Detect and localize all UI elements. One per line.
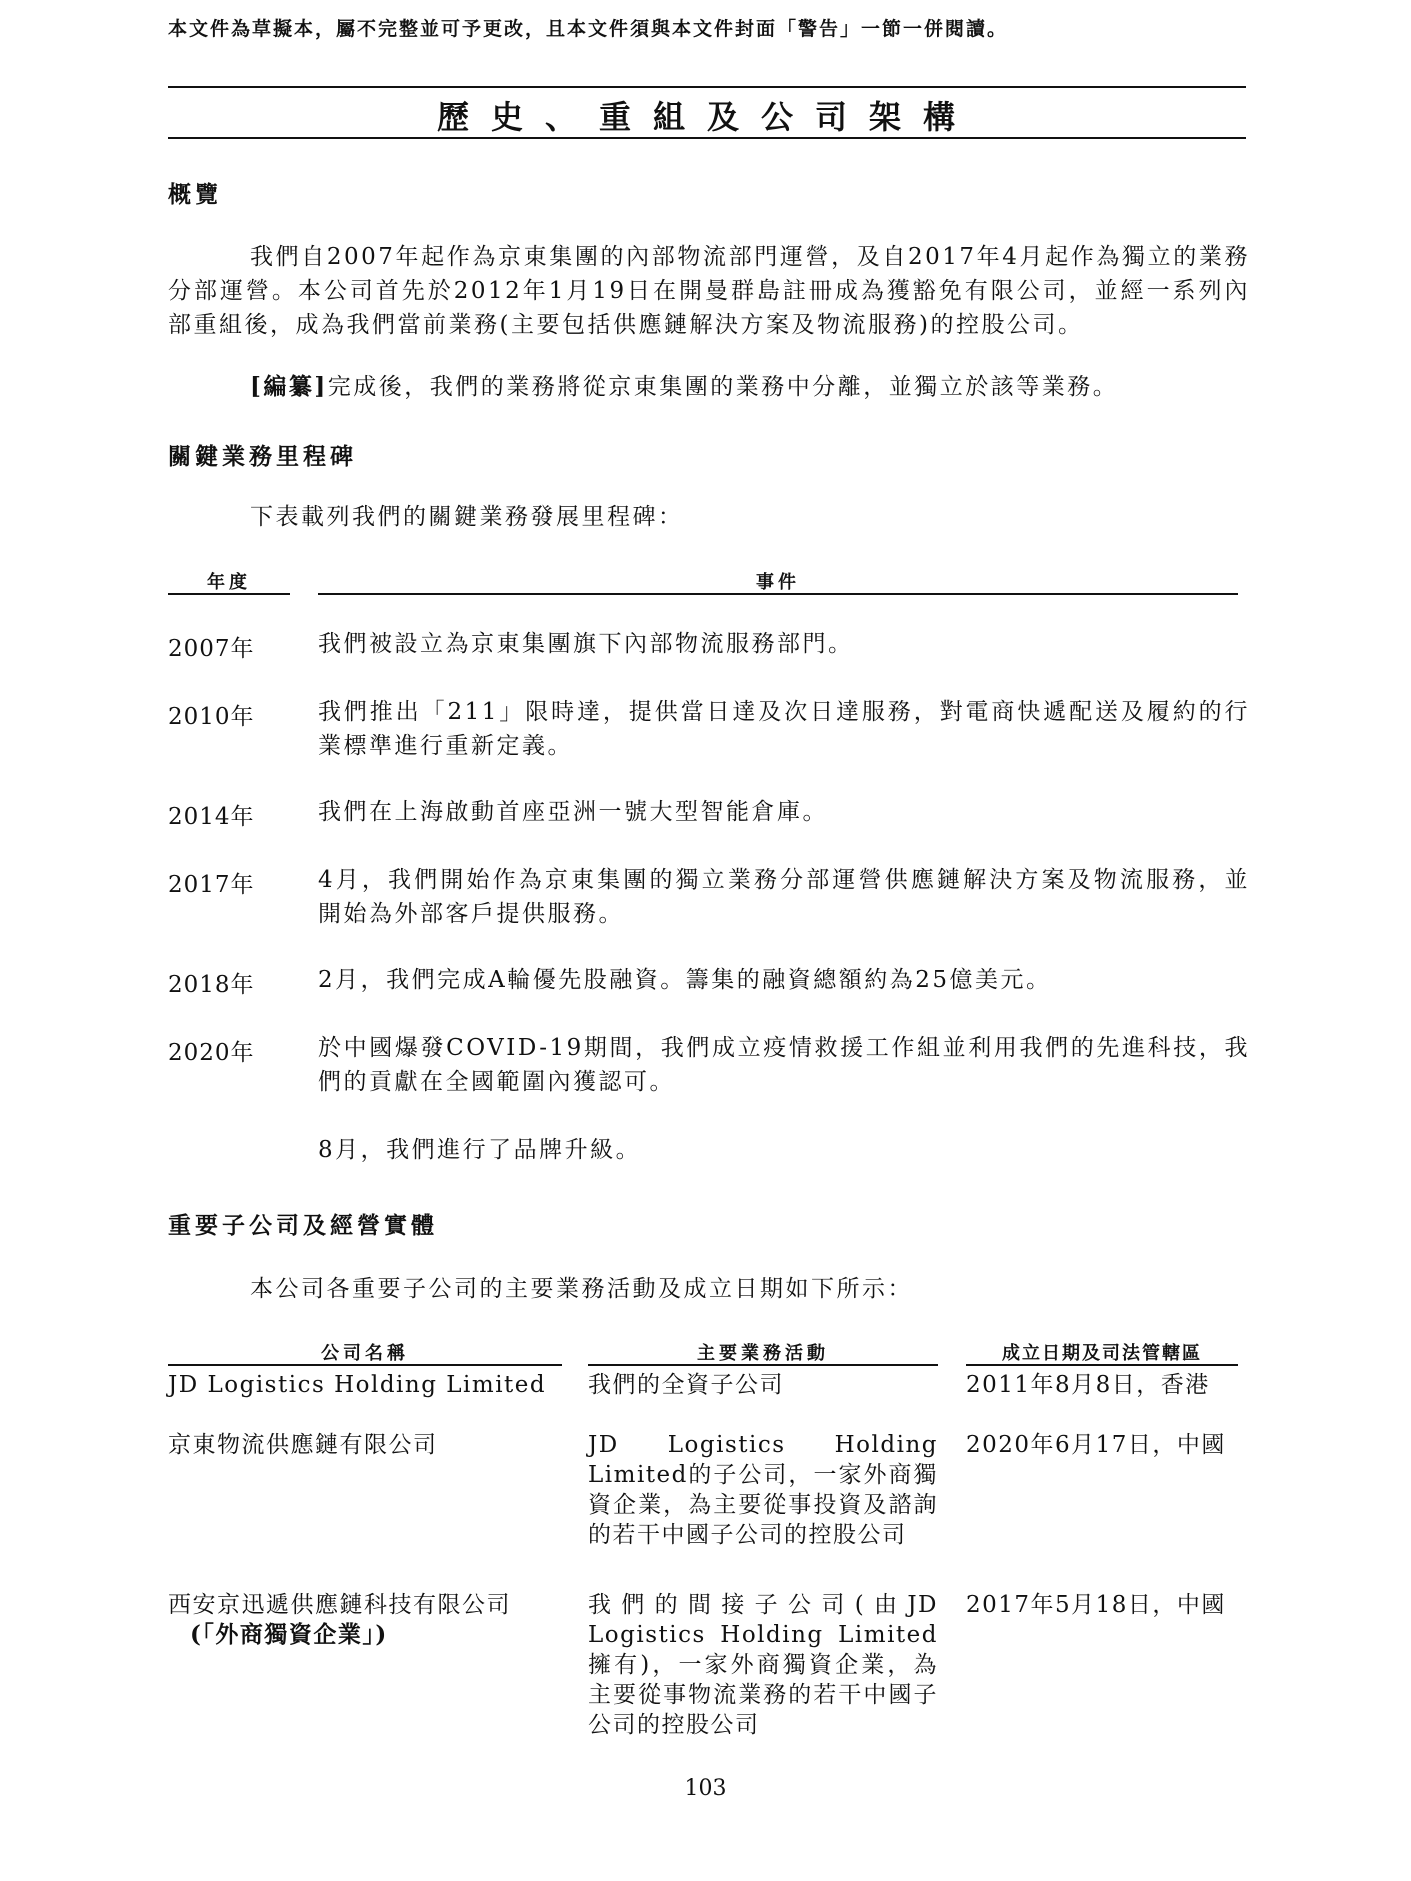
overview-paragraph-2-text: 完成後，我們的業務將從京東集團的業務中分離，並獨立於該等業務。 [327,374,1119,400]
column-header-activity-rule [588,1364,938,1366]
column-header-date-rule [966,1364,1238,1366]
subsidiaries-intro: 本公司各重要子公司的主要業務活動及成立日期如下所示： [250,1276,913,1302]
milestones-intro: 下表載列我們的關鍵業務發展里程碑： [250,504,684,530]
column-header-company: 公司名稱 [321,1343,409,1364]
title-top-rule [168,86,1246,88]
column-header-year: 年度 [207,572,251,593]
company-activity: 我們的全資子公司 [588,1372,784,1398]
milestone-year: 2018年 [168,972,255,998]
overview-heading: 概覽 [168,181,222,208]
column-header-activity: 主要業務活動 [697,1343,829,1364]
milestone-year: 2007年 [168,636,255,662]
company-name: 西安京迅遞供應鏈科技有限公司 [168,1592,511,1618]
company-activity: JD Logistics Holding Limited的子公司，一家外商獨資企業，為主要從事投資及諮詢的若干中國子公司的控股公司 [588,1432,938,1548]
milestone-event: 我們被設立為京東集團旗下內部物流服務部門。 [318,631,854,657]
milestone-event: 8月，我們進行了品牌升級。 [318,1137,642,1163]
overview-paragraph-2 [168,370,1250,404]
subsidiaries-heading: 重要子公司及經營實體 [168,1212,438,1239]
column-header-event-rule [318,593,1238,595]
milestone-year: 2010年 [168,704,255,730]
milestone-year: 2014年 [168,804,255,830]
milestone-year: 2017年 [168,872,255,898]
company-date: 2017年5月18日，中國 [966,1592,1226,1618]
company-name: 京東物流供應鏈有限公司 [168,1432,438,1458]
column-header-company-rule [168,1364,562,1366]
milestone-event: 4月，我們開始作為京東集團的獨立業務分部運營供應鏈解決方案及物流服務，並開始為外部客戶提供服務。 [318,867,1250,927]
company-date: 2011年8月8日，香港 [966,1372,1210,1398]
title-bottom-rule [168,137,1246,139]
milestone-event: 2月，我們完成A輪優先股融資。籌集的融資總額約為25億美元。 [318,967,1052,993]
company-activity: 我們的間接子公司(由JD Logistics Holding Limited擁有)，一家外商獨資企業，為主要從事物流業務的若干中國子公司的控股公司 [588,1592,938,1738]
milestone-event: 於中國爆發COVID-19期間，我們成立疫情救援工作組並利用我們的先進科技，我們的貢獻在全國範圍內獲認可。 [318,1035,1250,1095]
redacted-marker: [編纂] [250,373,328,400]
chapter-title: 歷史、重組及公司架構 [436,98,977,136]
draft-warning: 本文件為草擬本，屬不完整並可予更改，且本文件須與本文件封面「警告」一節一併閱讀。 [168,18,1009,40]
page-number: 103 [684,1776,727,1801]
company-date: 2020年6月17日，中國 [966,1432,1226,1458]
milestone-year: 2020年 [168,1040,255,1066]
column-header-date: 成立日期及司法管轄區 [1002,1343,1202,1364]
company-name-note: (「外商獨資企業」) [190,1621,388,1648]
milestones-heading: 關鍵業務里程碑 [168,443,357,470]
milestone-event: 我們推出「211」限時達，提供當日達及次日達服務，對電商快遞配送及履約的行業標準進行重新定義。 [318,699,1250,759]
column-header-year-rule [168,593,290,595]
company-name: JD Logistics Holding Limited [168,1372,547,1398]
milestone-event: 我們在上海啟動首座亞洲一號大型智能倉庫。 [318,799,828,825]
column-header-event: 事件 [756,572,800,593]
overview-paragraph: 我們自2007年起作為京東集團的內部物流部門運營，及自2017年4月起作為獨立的業務分部運營。本公司首先於2012年1月19日在開曼群島註冊成為獲豁免有限公司，並經一系列內部重組後，成為我們當前業務(主要包括供應鏈解決方案及物流服務)的控股公司。 [168,244,1250,338]
